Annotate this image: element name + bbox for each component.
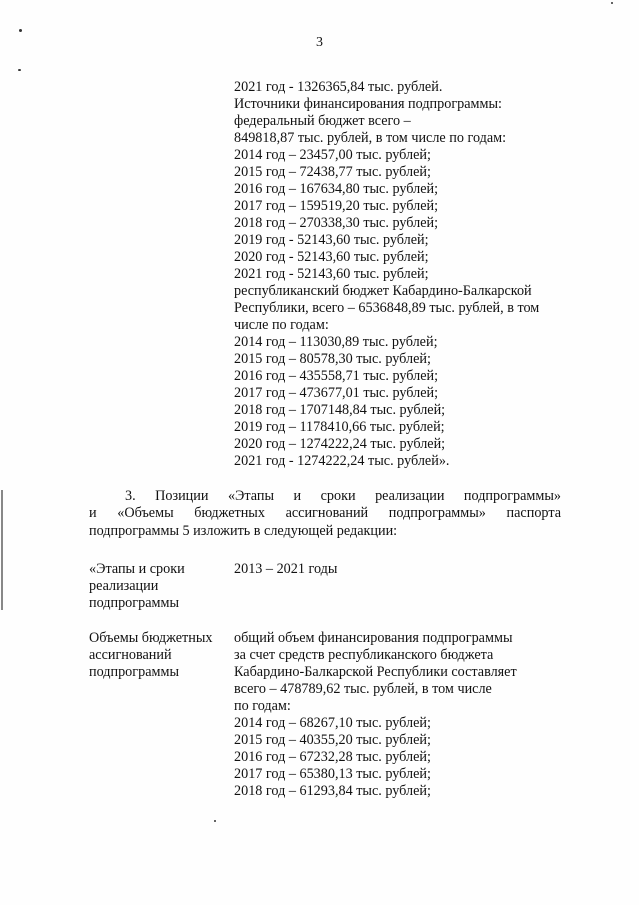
stages-label-line: «Этапы и сроки <box>89 561 185 577</box>
text-line: числе по годам: <box>234 317 329 333</box>
paragraph-3 <box>89 488 561 506</box>
text-line: 2017 год – 473677,01 тыс. рублей; <box>234 385 439 401</box>
scan-speck <box>214 820 216 822</box>
text-line: 2019 год - 52143,60 тыс. рублей; <box>234 232 429 248</box>
paragraph-3-cont <box>89 505 561 540</box>
volumes-value-line: по годам: <box>234 698 291 714</box>
text-line: 849818,87 тыс. рублей, в том числе по годам: <box>234 130 507 146</box>
text-line: Источники финансирования подпрограммы: <box>234 96 502 112</box>
text-line: 2016 год – 435558,71 тыс. рублей; <box>234 368 439 384</box>
text-line: 2018 год – 1707148,84 тыс. рублей; <box>234 402 446 418</box>
stages-label-line: реализации <box>89 578 159 594</box>
text-line: 2020 год – 1274222,24 тыс. рублей; <box>234 436 446 452</box>
text-line: 2020 год - 52143,60 тыс. рублей; <box>234 249 429 265</box>
scan-speck <box>18 69 21 71</box>
text-line: 2021 год - 1326365,84 тыс. рублей. <box>234 79 443 95</box>
text-line: 2015 год – 80578,30 тыс. рублей; <box>234 351 431 367</box>
volumes-value-line: 2018 год – 61293,84 тыс. рублей; <box>234 783 431 799</box>
volumes-value-line: 2017 год – 65380,13 тыс. рублей; <box>234 766 431 782</box>
text-line: Республики, всего – 6536848,89 тыс. рублей, в том <box>234 300 540 316</box>
volumes-label-line: Объемы бюджетных <box>89 630 213 646</box>
scan-speck <box>1 490 3 610</box>
paragraph-line: подпрограммы 5 изложить в следующей редакции: <box>89 522 398 539</box>
text-line: федеральный бюджет всего – <box>234 113 411 129</box>
text-line: 2017 год – 159519,20 тыс. рублей; <box>234 198 439 214</box>
paragraph-line: и «Объемы бюджетных ассигнований подпрограммы» паспорта <box>89 505 561 521</box>
volumes-value-line: 2016 год – 67232,28 тыс. рублей; <box>234 749 431 765</box>
volumes-label-line: ассигнований <box>89 647 172 663</box>
scan-speck <box>611 2 613 4</box>
volumes-value-line: Кабардино-Балкарской Республики составляет <box>234 664 517 680</box>
stages-value: 2013 – 2021 годы <box>234 561 338 577</box>
text-line: 2021 год - 52143,60 тыс. рублей; <box>234 266 429 282</box>
text-line: 2014 год – 23457,00 тыс. рублей; <box>234 147 431 163</box>
text-line: 2018 год – 270338,30 тыс. рублей; <box>234 215 439 231</box>
volumes-label-line: подпрограммы <box>89 664 179 680</box>
text-line: 2016 год – 167634,80 тыс. рублей; <box>234 181 439 197</box>
volumes-value-line: всего – 478789,62 тыс. рублей, в том числе <box>234 681 492 697</box>
text-line: 2014 год – 113030,89 тыс. рублей; <box>234 334 438 350</box>
page-number: 3 <box>316 35 323 50</box>
scan-speck <box>19 29 22 32</box>
volumes-value-line: 2015 год – 40355,20 тыс. рублей; <box>234 732 431 748</box>
volumes-value-line: за счет средств республиканского бюджета <box>234 647 494 663</box>
stages-label-line: подпрограммы <box>89 595 179 611</box>
text-line: 2015 год – 72438,77 тыс. рублей; <box>234 164 431 180</box>
text-line: республиканский бюджет Кабардино-Балкарской <box>234 283 532 299</box>
volumes-value-line: 2014 год – 68267,10 тыс. рублей; <box>234 715 431 731</box>
text-line: 2019 год – 1178410,66 тыс. рублей; <box>234 419 445 435</box>
paragraph-line: 3. Позиции «Этапы и сроки реализации подпрограммы» <box>125 488 561 504</box>
text-line: 2021 год - 1274222,24 тыс. рублей». <box>234 453 450 469</box>
volumes-value-line: общий объем финансирования подпрограммы <box>234 630 513 646</box>
